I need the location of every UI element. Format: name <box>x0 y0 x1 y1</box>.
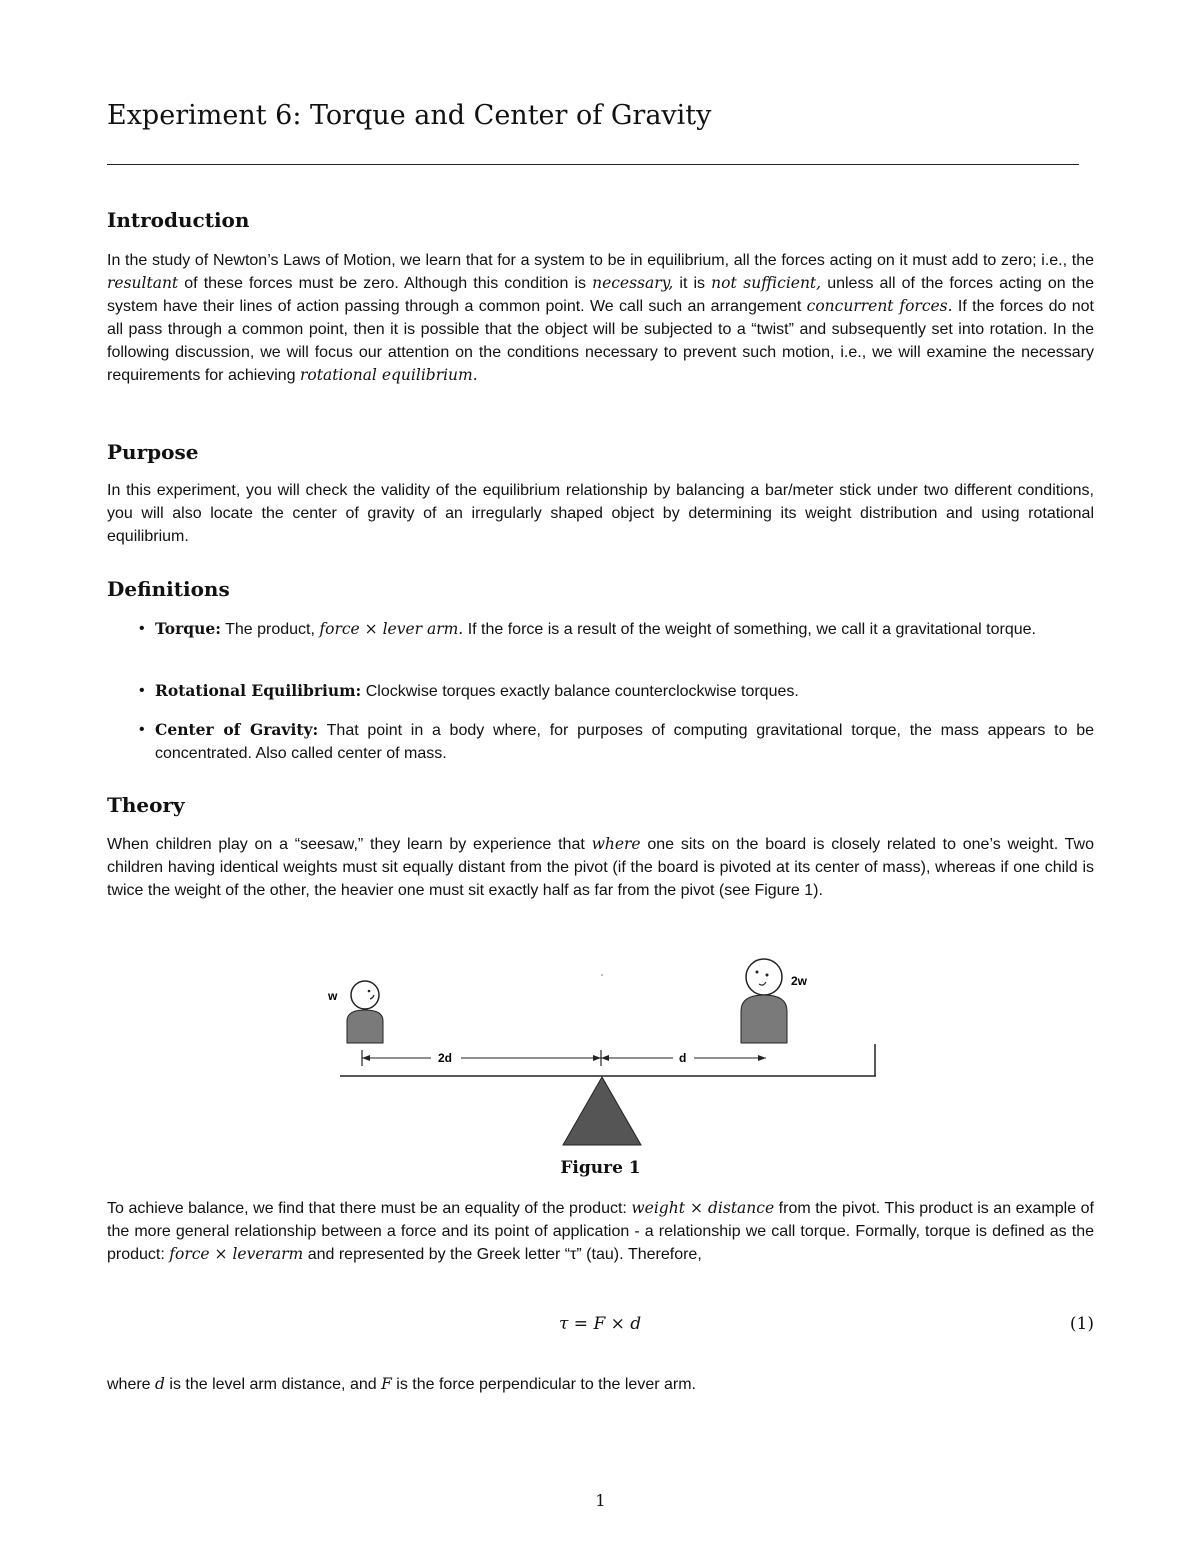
heavy-child <box>741 959 787 1043</box>
intro-em-resultant: resultant <box>107 274 179 292</box>
intro-em-rotational: rotational equilibrium. <box>299 366 478 384</box>
intro-em-necessary: necessary, <box>592 274 674 292</box>
purpose-paragraph: In this experiment, you will check the validity of the equilibrium relationship by balancing a bar/meter stick under two different conditions, you will also locate the center of gravity of an irregularly shaped object by determining its weight distribution and using rotational equilibrium. <box>107 482 1094 545</box>
equation-number: (1) <box>1069 1314 1094 1334</box>
intro-heading: Introduction <box>107 208 250 232</box>
title-rule <box>107 164 1079 165</box>
theory-paragraph-1: When children play on a “seesaw,” they learn by experience that where one sits on the board is closely related to one’s weight. Two children having identical weights must sit equally distant from the pivot (if the board is pivoted at its center of mass), whereas if one child is twice the weight of the other, the heavier one must sit exactly half as far from the pivot (see Figure 1). <box>107 835 1095 899</box>
page-title: Experiment 6: Torque and Center of Gravity <box>107 100 712 131</box>
purpose-heading: Purpose <box>107 440 199 464</box>
definition-rotational-equilibrium: • Rotational Equilibrium: Clockwise torques exactly balance counterclockwise torques. <box>155 679 1094 703</box>
intro-text-1: In the study of Newton’s Laws of Motion, we learn that for a system to be in equilibrium, all the forces acting on it must add to zero; i.e., the <box>107 252 1094 269</box>
intro-text-5: If the forces do not all pass through a common point, then it is possible that the object will be subjected to a “twist” and subsequently set into rotation. In the following discussion, we will focus our attention on the conditions necessary to prevent such motion, i.e., we will examine the necessary requirements for achieving <box>107 298 1095 384</box>
label-2w: 2w <box>791 974 808 988</box>
pivot-triangle <box>563 1077 641 1145</box>
label-w: w <box>328 989 338 1003</box>
page-number: 1 <box>595 1491 606 1510</box>
theory-heading: Theory <box>107 793 185 817</box>
intro-paragraph <box>107 249 1094 387</box>
equation-body: τ = F × d <box>559 1314 642 1334</box>
intro-em-not-sufficient: not sufficient, <box>711 274 822 292</box>
definitions-heading: Definitions <box>107 577 230 601</box>
light-child-body <box>347 1010 383 1043</box>
intro-text-4: unless all of the forces acting on the system have their lines of action passing through a common point. We call such an arrangement <box>107 275 1095 315</box>
label-d: d <box>679 1051 687 1065</box>
intro-text-2: of these forces must be zero. Although this condition is <box>178 275 593 292</box>
intro-em-concurrent: concurrent forces. <box>806 297 953 315</box>
seesaw-figure <box>328 955 886 1155</box>
definition-torque: • Torque: The product, force × lever arm. If the force is a result of the weight of something, we call it a gravitational torque. <box>155 617 1094 641</box>
intro-text-3: it is <box>673 275 712 292</box>
theory-paragraph-2: To achieve balance, we find that there must be an equality of the product: weight × distance from the pivot. This product is an example of the more general relationship between a force and its point of application - a relationship we call torque. Formally, torque is defined as the product: force × leverarm and represented by the Greek letter “τ” (tau). Therefore, <box>107 1199 1094 1263</box>
figure-caption: Figure 1 <box>560 1158 641 1178</box>
label-2d: 2d <box>438 1051 453 1065</box>
heavy-child-body <box>741 995 787 1043</box>
theory-paragraph-3: where d is the level arm distance, and F is the force perpendicular to the lever arm. <box>107 1375 696 1393</box>
light-child <box>347 981 383 1043</box>
definition-center-of-gravity: • Center of Gravity: That point in a body where, for purposes of computing gravitational torque, the mass appears to be concentrated. Also called center of mass. <box>155 718 1094 765</box>
